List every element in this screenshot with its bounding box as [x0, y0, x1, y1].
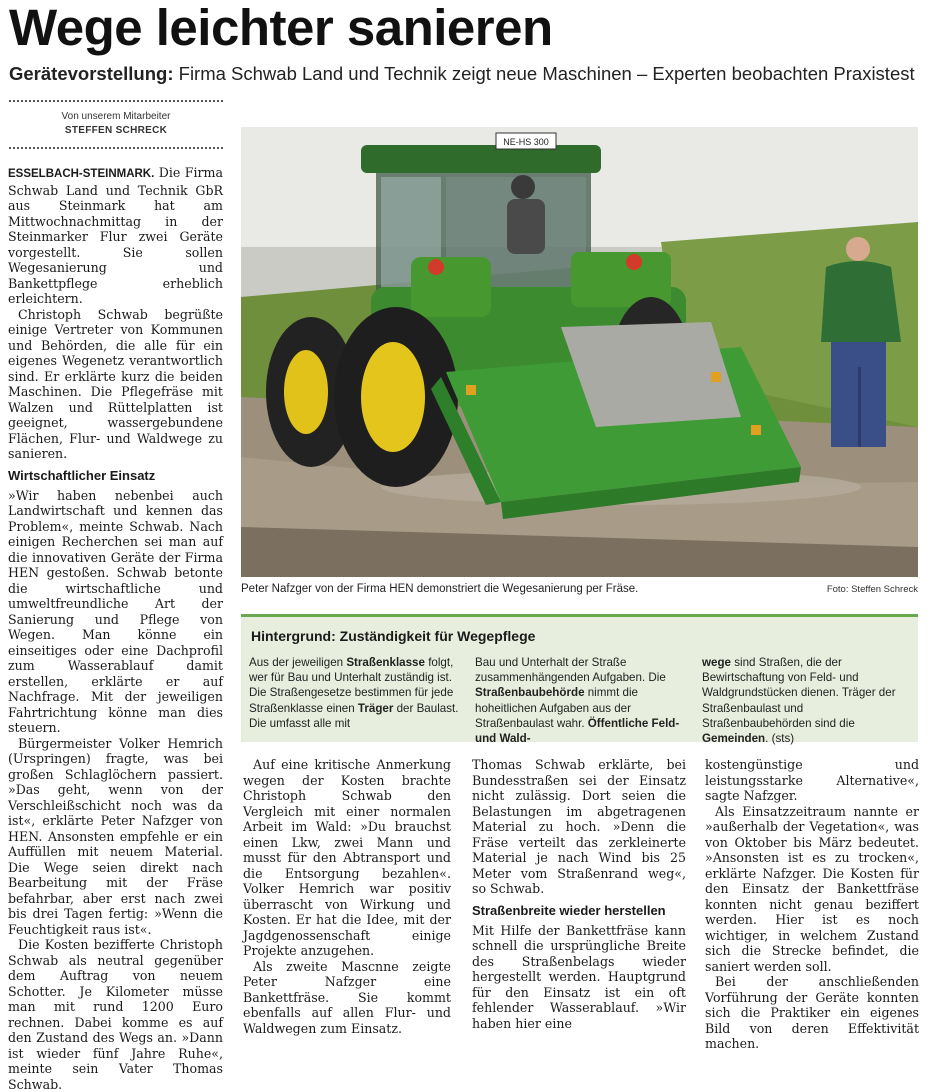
section-heading: Straßenbreite wieder herstellen [472, 902, 666, 918]
article-paragraph: Die Kosten bezifferte Christoph Schwab als neutral gegenüber dem Auftrag von neuem Schotter. Je Kilometer müsse man mit rund 1200 Euro rechnen. Dabei komme es auf den Zustand des Wegs an. »Dann ist wieder fünf Jahre Ruhe«, meinte sein Vater Thomas Schwab. [8, 937, 223, 1092]
photo-credit: Foto: Steffen Schreck [826, 584, 918, 595]
background-info-box [241, 614, 918, 746]
box-text: sind Straßen, die der Bewirtschaftung von Feld- und Waldgrundstücken dienen. Träger der Straßenbaulast und Straßenbaubehörden sind die [702, 656, 896, 730]
box-text: . (sts) [765, 732, 795, 746]
box-text: Aus der jeweiligen [249, 656, 347, 669]
box-title: Hintergrund: Zuständigkeit für Wegepflege [251, 628, 536, 644]
article-paragraph: »Wir haben nebenbei auch Landwirtschaft und kennen das Problem«, meinte Schwab. Nach einigen Recherchen sei man auf die innovativen Geräte der Firma HEN gestoßen. Schwab betonte die wirtschaftliche und umweltfreundliche Art der Sanierung und Pflege von Wegen. Man könne ein einseitiges oder eine Dachprofil zum Wasserablauf damit erstellen, erklärte er auf Nachfrage. Mit der jeweiligen Fahrtrichtung könne man dies steuern. [8, 487, 223, 735]
box-column-3 [702, 655, 912, 746]
box-column-1 [249, 655, 459, 731]
tractor-number-plate: NE-HS 300 [503, 137, 549, 147]
byline-bottom-rule [9, 147, 223, 149]
dateline: ESSELBACH-STEINMARK. [8, 168, 155, 180]
headline: Wege leichter sanieren [9, 0, 553, 56]
caption-text: Peter Nafzger von der Firma HEN demonstriert die Wegesanierung per Fräse. [241, 583, 639, 595]
article-paragraph: Bei der anschließenden Vorführung der Geräte konnten sich die Praktiker ein eigenes Bild von deren Effektivität machen. [705, 974, 919, 1051]
article-column-4 [705, 757, 919, 1052]
subheadline-kicker: Gerätevorstellung: [9, 63, 174, 84]
photo-caption [241, 583, 918, 595]
article-paragraph [8, 165, 223, 307]
article-column-1 [8, 165, 223, 1092]
tractor-illustration [241, 127, 918, 577]
box-bold: wege [702, 656, 731, 669]
article-column-3 [472, 757, 686, 1031]
box-bold: Straßenbaubehörde [475, 686, 585, 700]
box-column-2 [475, 655, 685, 746]
subheadline-text: Firma Schwab Land und Technik zeigt neue Maschinen – Experten beobachten Praxistest [173, 63, 915, 84]
byline [9, 110, 223, 138]
box-bold: Öffentliche Feld- und Wald- [475, 716, 680, 746]
article-paragraph: kostengünstige und leistungsstarke Alternative«, sagte Nafzger. [705, 757, 919, 803]
box-text: nimmt die hoheitlichen Aufgaben aus der Straßenbaulast wahr. [475, 686, 638, 730]
paragraph-text: Die Firma Schwab Land und Technik GbR aus Steinmark hat am Mittwochnachmittag in der Steinmarker Flur zwei Geräte vorgestellt. Sie sollen Wegesanierung und Bankettpflege erheblich erleichtern. [8, 165, 223, 306]
tractor-photo [241, 127, 918, 577]
box-bold: Träger [357, 701, 394, 715]
article-paragraph: Bürgermeister Volker Hemrich (Urspringen) fragte, was bei großen Schlaglöchern passiert. »Das geht, wenn von der Verschleißschicht noch was da ist«, erklärte Peter Nafzger von HEN. Ansonsten empfehle er ein Auffüllen mit neuem Material. Die Wege seien direkt nach Bearbeitung mit der Fräse befahrbar, aber erst nach zwei bis drei Tagen fertig: »Wenn die Feuchtigkeit raus ist«. [8, 735, 223, 937]
article-paragraph: Auf eine kritische Anmerkung wegen der Kosten brachte Christoph Schwab den Vergleich mit einer normalen Arbeit im Wald: »Du brauchst einen Lkw, zwei Mann und musst für den Abtransport und die Entsorgung bezahlen«. Volker Hemrich war positiv überrascht von Wirkung und Kosten. Er hat die Idee, mit der Jagdgenossenschaft einige Projekte anzugehen. [243, 757, 451, 958]
article-paragraph: Als Einsatzzeitraum nannte er »außerhalb der Vegetation«, was von Oktober bis März bedeutet. »Ansonsten ist es zu trocken«, erklärte Nafzger. Die Kosten für den Einsatz der Bankettfräse konnten nicht genau beziffert werden. Hier ist es noch wichtiger, in welchem Zustand sich die Strecke befindet, die saniert werden soll. [705, 803, 919, 974]
subheadline [9, 62, 915, 86]
box-bold: Gemeinden [702, 732, 766, 746]
box-text: der Baulast. Die umfasst alle mit [249, 701, 459, 730]
byline-author: STEFFEN SCHRECK [64, 125, 168, 136]
box-text: folgt, wer für Bau und Unterhalt zuständig ist. Die Straßengesetze bestimmen für jede Straßenklasse einen [249, 656, 454, 715]
box-text: Bau und Unterhalt der Straße zusammenhängenden Aufgaben. Die [475, 656, 666, 685]
byline-top-rule [9, 100, 223, 102]
section-heading: Wirtschaftlicher Einsatz [8, 467, 156, 483]
byline-prefix: Von unserem Mitarbeiter [61, 111, 171, 122]
box-bold: Straßenklasse [346, 656, 425, 669]
article-column-2 [243, 757, 451, 1036]
article-paragraph: Mit Hilfe der Bankettfräse kann schnell die ursprüngliche Breite des Straßenbelags wieder hergestellt werden. Hauptgrund für den Einsatz ist ein oft fehlender Wasserablauf. »Wir haben hier eine [472, 922, 686, 1031]
article-paragraph: Als zweite Mascnne zeigte Peter Nafzger eine Bankettfräse. Sie kommt ebenfalls auf allen Flur- und Waldwegen zum Einsatz. [243, 958, 451, 1036]
article-paragraph: Christoph Schwab begrüßte einige Vertreter von Kommunen und Behörden, die alle für ein eigenes Wegenetz verantwortlich sind. Er erklärte kurz die beiden Maschinen. Die Pflegefräse mit Walzen und Rüttelplatten ist geeignet, wassergebundene Flächen, Flur- und Waldwege zu sanieren. [8, 306, 223, 461]
article-paragraph: Thomas Schwab erklärte, bei Bundesstraßen sei der Einsatz nicht zulässig. Dort seien die Belastungen im abgetragenen Material zu hoch. »Denn die Fräse verteilt das zerkleinerte Material je nach Wind bis 25 Meter vom Straßenrand weg«, so Schwab. [472, 757, 686, 896]
